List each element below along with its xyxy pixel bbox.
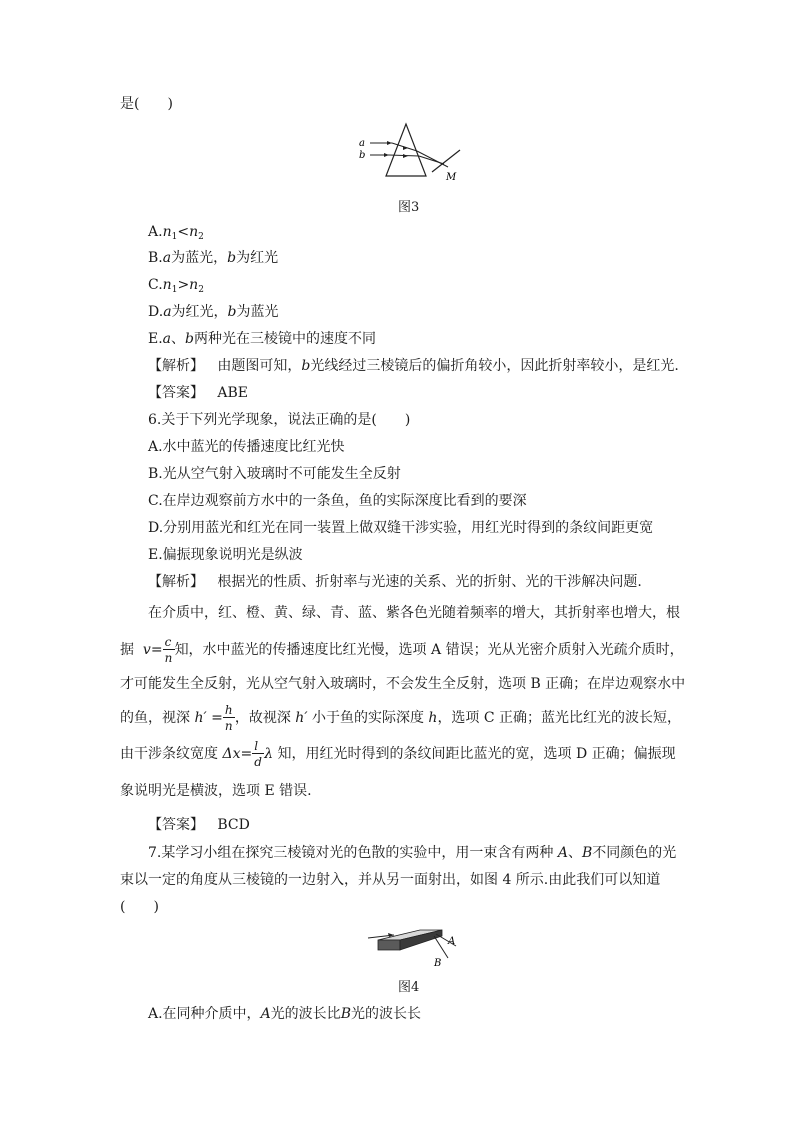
q7-stem-line2: 束以一定的角度从三棱镜的一边射入，并从另一面射出，如图 4 所示.由此我们可以知道 — [120, 872, 661, 888]
figure-3-caption: 图3 — [398, 200, 420, 215]
prism-triangle — [386, 124, 426, 176]
q5-option-e: E.a、b两种光在三棱镜中的速度不同 — [148, 331, 376, 347]
q6-analysis-p3: 才可能发生全反射，光从空气射入玻璃时，不会发生全反射，选项 B 正确；在岸边观察水中 — [120, 676, 686, 692]
q6-analysis-p4: 的鱼，视深 h′ = $\frac{h}{n}$ ，故视深 h′ 小于鱼的实际深度 h，选项 C 正确；蓝光比红光的波长短， — [120, 703, 682, 733]
q6-option-a: A.水中蓝光的传播速度比红光快 — [148, 439, 345, 455]
q7-stem-line3: ( ) — [120, 899, 159, 915]
q5-stem-tail: 是( ) — [120, 96, 173, 112]
q6-option-c: C.在岸边观察前方水中的一条鱼，鱼的实际深度比看到的要深 — [148, 493, 527, 509]
q5-option-d: D.a为红光，b为蓝光 — [148, 304, 279, 320]
label-A: A — [448, 936, 456, 947]
figure-4-prism — [364, 922, 464, 970]
q5-option-c: $C.n_1>n_2$ — [148, 277, 204, 295]
q6-stem: 6.关于下列光学现象，说法正确的是( ) — [148, 412, 411, 428]
q6-analysis-p2: 据 v= $\frac{c}{n}$ 知，水中蓝光的传播速度比红光慢，选项 A 错误；光从光密介质射入光疏介质时， — [120, 635, 684, 665]
q6-answer: 【答案】 BCD — [148, 817, 250, 833]
prism-front-face — [378, 940, 400, 950]
q6-analysis-p5: 由干涉条纹宽度 Δx= $\frac{l}{d}$ λ 知，用红光时得到的条纹间距比蓝光的宽，选项 D 正确；偏振现 — [120, 739, 676, 769]
q6-option-d: D.分别用蓝光和红光在同一装置上做双缝干涉实验，用红光时得到的条纹间距更宽 — [148, 520, 654, 536]
label-a: a — [359, 138, 365, 149]
q6-option-e: E.偏振现象说明光是纵波 — [148, 547, 303, 563]
q5-option-b: B.a为蓝光，b为红光 — [148, 250, 279, 266]
q6-analysis-p6: 象说明光是横波，选项 E 错误. — [120, 783, 312, 799]
q7-stem-line1: 7.某学习小组在探究三棱镜对光的色散的实验中，用一束含有两种 A、B不同颜色的光 — [148, 845, 677, 861]
ray-B-out — [434, 936, 448, 958]
figure-3-prism — [356, 122, 466, 182]
q5-answer: 【答案】 ABE — [148, 385, 248, 401]
q5-option-a: $A.n_1<n_2$ — [148, 224, 204, 242]
q6-option-b: B.光从空气射入玻璃时不可能发生全反射 — [148, 466, 401, 482]
ray-b-out — [419, 156, 444, 164]
q6-analysis: 【解析】 根据光的性质、折射率与光速的关系、光的折射、光的干涉解决问题. — [148, 574, 642, 590]
label-b: b — [359, 150, 366, 161]
label-B: B — [434, 958, 442, 969]
q6-analysis-p1: 在介质中，红、橙、黄、绿、青、蓝、紫各色光随着频率的增大，其折射率也增大，根 — [148, 605, 680, 621]
q5-analysis: 【解析】 由题图可知，b光线经过三棱镜后的偏折角较小，因此折射率较小，是红光. — [148, 358, 679, 374]
q7-option-a: A.在同种介质中，A光的波长比B光的波长长 — [148, 1006, 421, 1022]
figure-4-caption: 图4 — [398, 980, 420, 995]
label-m: M — [446, 172, 457, 182]
